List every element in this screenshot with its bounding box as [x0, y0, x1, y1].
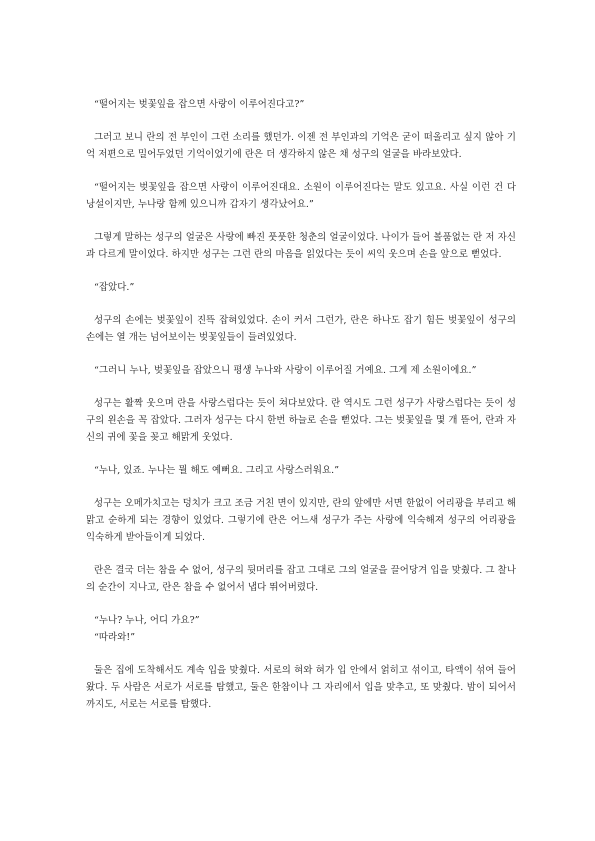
dialogue-paragraph: “누나? 누나, 어디 가요?”: [94, 615, 200, 626]
narration-paragraph: 그렇게 말하는 성구의 얼굴은 사랑에 빠진 풋풋한 청춘의 얼굴이었다. 나이가 들어 볼품없는 란 저 자신과 다르게 말이었다. 하지만 성구는 그런 란의 마음을 읽었다는 듯이 씨익 웃으며 손을 앞으로 뻗었다.: [86, 232, 516, 260]
dialogue-paragraph: “누나, 있죠. 누나는 뭘 해도 예뻐요. 그리고 사랑스러워요.”: [94, 465, 340, 476]
dialogue-paragraph: “그러니 누나, 벚꽃잎을 잡았으니 평생 누나와 사랑이 이루어질 거예요. 그게 제 소원이에요.”: [94, 365, 477, 376]
dialogue-paragraph: “떨어지는 벚꽃잎을 잡으면 사랑이 이루어진다고?”: [94, 99, 305, 110]
narration-paragraph: 둘은 집에 도착해서도 계속 입을 맞췄다. 서로의 혀와 혀가 입 안에서 얽히고 섞이고, 타액이 섞여 들어왔다. 두 사람은 서로가 서로를 탐했고, 둘은 한참이나 그 자리에서 입을 맞추고, 또 맞췄다. 밤이 되어서까지도, 서로는 서로를 탐했다.: [86, 665, 516, 710]
dialogue-paragraph: “떨어지는 벚꽃잎을 잡으면 사랑이 이루어진대요. 소원이 이루어진다는 말도 있고요. 사실 이런 건 다 낭설이지만, 누나랑 함께 있으니까 갑자기 생각났어요.”: [86, 182, 516, 210]
dialogue-paragraph: “잡았다.”: [94, 282, 135, 293]
narration-paragraph: 성구는 오메가치고는 덩치가 크고 조금 거친 면이 있지만, 란의 앞에만 서면 한없이 어리광을 부리고 해맑고 순하게 되는 경향이 있었다. 그렇기에 란은 어느새 성구가 주는 사랑에 익숙해져 성구의 어리광을 익숙하게 받아들이게 되었다.: [86, 498, 516, 543]
document-body: [86, 96, 516, 729]
narration-paragraph: 성구의 손에는 벚꽃잎이 진뜩 잡혀있었다. 손이 커서 그런가, 란은 하나도 잡기 힘든 벚꽃잎이 성구의 손에는 열 개는 넘어보이는 벚꽃잎들이 들려있었다.: [86, 315, 516, 343]
dialogue-paragraph: “따라와!”: [94, 632, 136, 643]
narration-paragraph: 란은 결국 더는 참을 수 없어, 성구의 뒷머리를 잡고 그대로 그의 얼굴을 끌어당겨 입을 맞췄다. 그 찰나의 순간이 지나고, 란은 참을 수 없어서 냅다 뛰어버렸다.: [86, 565, 516, 593]
narration-paragraph: 성구는 활짝 웃으며 란을 사랑스럽다는 듯이 쳐다보았다. 란 역시도 그런 성구가 사랑스럽다는 듯이 성구의 왼손을 꼭 잡았다. 그러자 성구는 다시 한번 하늘로 손을 뻗었다. 그는 벚꽃잎을 몇 개 뜯어, 란과 자신의 귀에 꽃을 꽂고 해맑게 웃었다.: [86, 398, 516, 443]
narration-paragraph: 그러고 보니 란의 전 부인이 그런 소리를 했던가. 이젠 전 부인과의 기억은 굳이 떠올리고 싶지 않아 기억 저편으로 밀어두었던 기억이었기에 란은 더 생각하지 않은 채 성구의 얼굴을 바라보았다.: [86, 132, 516, 160]
